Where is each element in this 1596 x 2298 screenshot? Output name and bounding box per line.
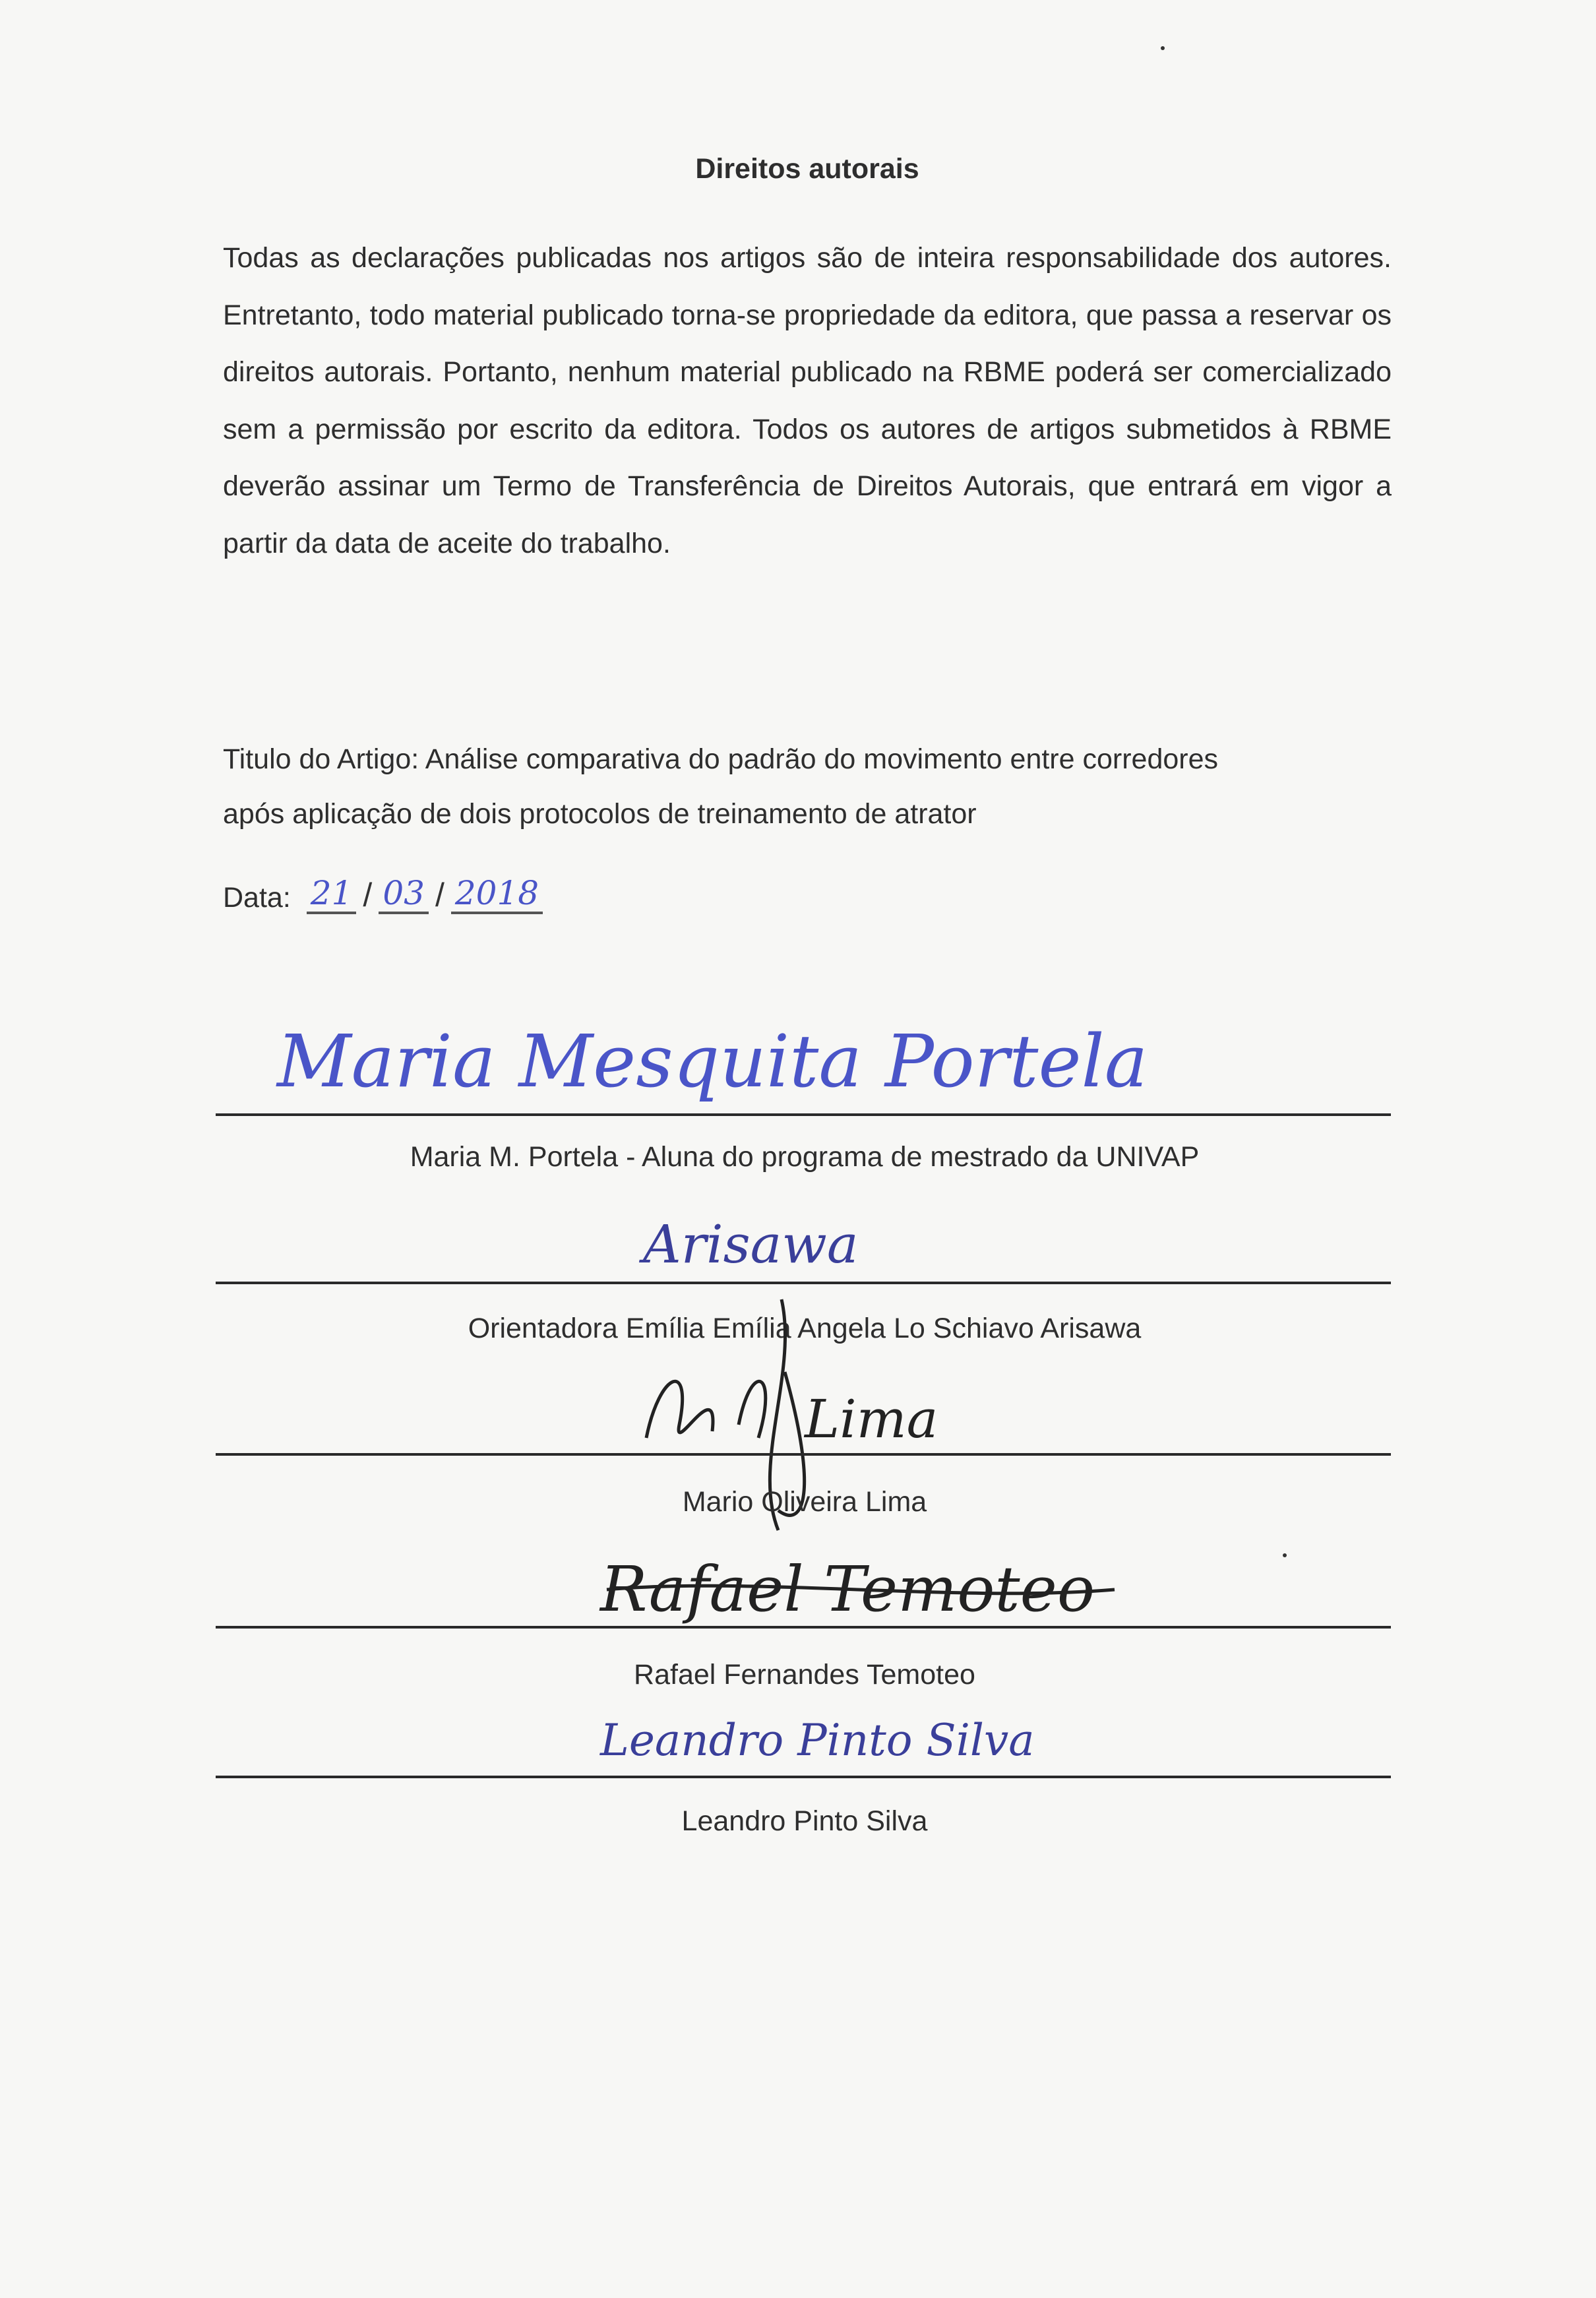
signature-rafael: Rafael Temoteo bbox=[600, 1553, 1095, 1626]
signature-arisawa: Arisawa bbox=[643, 1214, 859, 1275]
signature-caption: Mario Oliveira Lima bbox=[682, 1486, 927, 1518]
article-label: Titulo do Artigo: bbox=[223, 743, 419, 775]
date-separator: / bbox=[435, 877, 445, 914]
signature-line bbox=[216, 1776, 1391, 1778]
signature-leandro: Leandro Pinto Silva bbox=[600, 1715, 1035, 1766]
date-field bbox=[223, 875, 545, 914]
article-title-text: Análise comparativa do padrão do movimento entre corredores bbox=[419, 743, 1219, 775]
signature-caption: Maria M. Portela - Aluna do programa de mestrado da UNIVAP bbox=[410, 1141, 1200, 1173]
date-day: 21 bbox=[307, 875, 357, 914]
date-label: Data: bbox=[223, 882, 291, 914]
date-month: 03 bbox=[379, 875, 429, 914]
scan-speck bbox=[1283, 1553, 1287, 1557]
signature-caption: Orientadora Emília Emília Angela Lo Schiavo Arisawa bbox=[468, 1313, 1142, 1344]
signature-caption: Rafael Fernandes Temoteo bbox=[634, 1659, 975, 1691]
signature-lima: Lima bbox=[805, 1388, 938, 1450]
signature-caption: Leandro Pinto Silva bbox=[681, 1805, 928, 1837]
signature-maria: Maria Mesquita Portela bbox=[277, 1019, 1148, 1103]
signature-line bbox=[216, 1453, 1391, 1456]
article-title-line-1 bbox=[223, 743, 1392, 776]
document-title: Direitos autorais bbox=[695, 153, 919, 185]
article-title-line-2: após aplicação de dois protocolos de treinamento de atrator bbox=[223, 798, 977, 830]
signature-line bbox=[216, 1282, 1391, 1284]
copyright-paragraph: Todas as declarações publicadas nos artigos são de inteira responsabilidade dos autores. Entretanto, todo material publicado torna-se propriedade da editora, que passa a reservar os direitos autorais. Portanto, nenhum material publicado na RBME poderá ser comercializado sem a permissão por escrito da editora. Todos os autores de artigos submetidos à RBME deverão assinar um Termo de Transferência de Direitos Autorais, que entrará em vigor a partir da data de aceite do trabalho. bbox=[223, 242, 1392, 559]
date-year: 2018 bbox=[451, 875, 543, 914]
signature-line bbox=[216, 1113, 1391, 1116]
signature-line bbox=[216, 1626, 1391, 1629]
signature-rafael-stroke bbox=[594, 1570, 1121, 1609]
scan-speck bbox=[1161, 46, 1165, 50]
date-separator: / bbox=[363, 877, 373, 914]
